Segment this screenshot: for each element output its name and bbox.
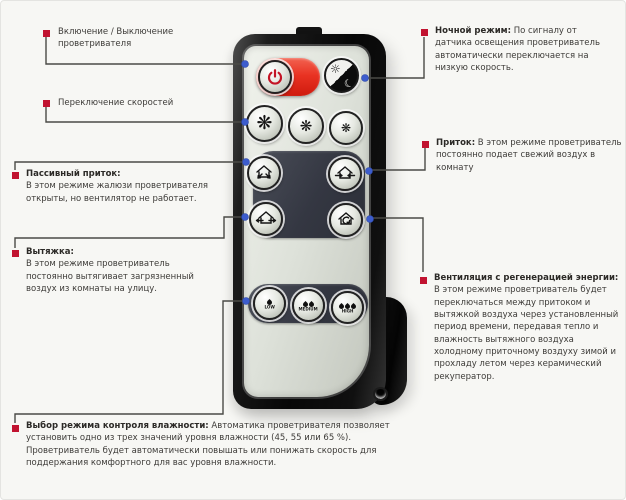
annotation-title: Переключение скоростей [58,98,174,108]
humidity-low-button[interactable] [253,287,286,320]
humidity-button-label: MEDIUM [298,306,319,312]
exhaust-annotation [26,246,198,295]
regeneration-mode-button[interactable] [329,203,363,237]
humidity-button-label: LOW [264,304,275,310]
power-icon [265,67,285,87]
night-mode-annotation [435,25,613,74]
water-drop-icon [267,296,272,305]
annotation-body: По сигналу от датчика освещения проветриватель автоматически переключается на низкую скорость. [435,26,600,73]
regeneration-annotation [434,272,620,383]
day-night-button[interactable] [324,58,359,93]
annotation-body: Автоматика проветривателя позволяет установить одно из трех значений уровня влажности (45, 55 или 65 %). Проветриватель будет автоматически повышать или понижать скорость для поддержания комфортного для вас уровня влажности. [26,421,390,468]
bullet-marker [43,30,50,37]
bullet-marker [12,172,19,179]
fan-speed-icon: ❋ [340,121,352,135]
annotation-title: Пассивный приток: [26,169,121,179]
annotation-title: Вентиляция с регенерацией энергии: [434,273,619,283]
fan-speed-icon: ❋ [299,116,313,135]
supply-mode-button[interactable] [328,157,362,191]
sun-icon: ☼ [330,62,341,76]
water-drop-icon [339,300,356,309]
passive-intake-annotation [26,168,218,205]
annotation-title: Ночной режим: [435,26,512,36]
humidity-annotation [26,420,418,469]
speed-annotation [58,97,258,109]
annotation-title: Включение / Выключение проветривателя [58,27,174,50]
humidity-high-button[interactable] [331,291,364,324]
annotation-body: В этом режиме жалюзи проветривателя открыты, но вентилятор не работает. [26,181,209,204]
bullet-marker [12,250,19,257]
speed-1-button[interactable] [246,105,283,142]
bullet-marker [420,277,427,284]
bullet-marker [421,29,428,36]
house-heat-recovery-icon [335,209,357,231]
annotation-title: Выбор режима контроля влажности: [26,421,209,431]
annotation-title: Вытяжка: [26,247,74,257]
power-button[interactable] [258,60,292,94]
connector-exhaust [15,217,241,248]
exhaust-mode-button[interactable] [249,202,283,236]
moon-icon: ☾ [342,75,356,92]
house-air-out-icon [255,208,277,230]
connector-humidity [15,301,242,423]
passive-intake-button[interactable] [247,156,281,190]
lanyard-hole [373,387,388,401]
bullet-marker [43,100,50,107]
annotation-title: Приток: [436,138,476,148]
house-air-in-icon [334,163,356,185]
power-annotation [58,26,198,51]
speed-2-button[interactable] [288,108,324,144]
speed-3-button[interactable] [329,111,363,145]
bullet-marker [12,425,19,432]
annotation-body: В этом режиме проветриватель постоянно вытягивает загрязненный воздух из комнаты на улицу. [26,259,194,294]
bullet-marker [422,141,429,148]
fan-speed-icon: ❋ [256,112,273,134]
humidity-medium-button[interactable] [292,289,325,322]
annotation-body: В этом режиме проветриватель будет переключаться между притоком и вытяжкой воздуха через установленный период времени, передавая тепло и влажность вытяжного воздуха холодному приточному воздуху зимой и прохладу летом через керамический рекуператор. [434,285,619,382]
house-passive-airflow-icon [253,162,275,184]
water-drop-icon [303,298,314,307]
supply-annotation [436,137,624,174]
humidity-button-label: HIGH [341,308,354,314]
annotation-body: В этом режиме проветриватель постоянно подает свежий воздух в комнату [436,138,622,173]
